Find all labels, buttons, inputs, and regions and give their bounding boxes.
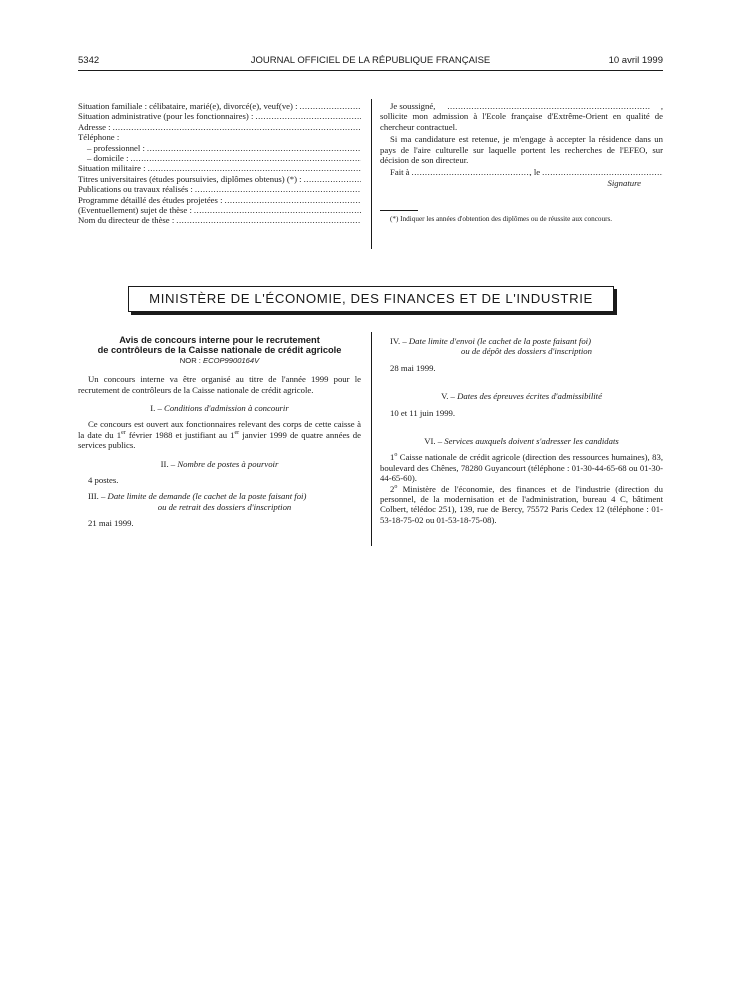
declaration-engagement: Si ma candidature est retenue, je m'engage à accepter la résidence dans un pays de l'aire culturelle sur laquelle portent les recherches de l'EFEO, sur décision de son directeur. xyxy=(380,134,663,166)
ministry-title: MINISTÈRE DE L'ÉCONOMIE, DES FINANCES ET DE L'INDUSTRIE xyxy=(128,286,614,312)
declaration-soussigne: Je soussigné, ..... , xyxy=(380,101,663,111)
section-3-text: 21 mai 1999. xyxy=(88,518,134,529)
form-fields xyxy=(78,101,361,226)
form-field-situation-militaire: Situation militaire : ..... xyxy=(78,163,361,173)
section-5-text: 10 et 11 juin 1999. xyxy=(390,407,456,418)
form-field-publications: Publications ou travaux réalisés : ..... xyxy=(78,184,361,194)
page-number: 5342 xyxy=(78,55,100,66)
section-6-item-2: 2$^o$ Ministère de l'économie, des finances et de l'industrie (direction du personnel, de la modernisation et de l'administration, bureau 4 C, bâtiment Colbert, télédoc 251), 139, rue de Bercy, 75572 Paris Cedex 12 (téléphone : 01-53-18-75-02 ou 01-53-18-75-08). xyxy=(380,483,663,525)
avis-right-column xyxy=(380,336,663,525)
nor-reference: NOR : ECOP9900164V xyxy=(179,355,260,365)
section-3-heading: III. – Date limite de demande (le cachet de la poste faisant foi) ou de retrait des dossiers d'inscription xyxy=(88,491,307,512)
avis-title-line2: de contrôleurs de la Caisse nationale de crédit agricole xyxy=(97,345,342,356)
header-rule xyxy=(78,70,663,71)
section-4-text: 28 mai 1999. xyxy=(390,362,436,373)
section-2-text: 4 postes. xyxy=(88,475,119,486)
section-4-heading: IV. – Date limite d'envoi (le cachet de la poste faisant foi) ou de dépôt des dossiers d'inscription xyxy=(390,336,592,357)
form-field-telephone-professionnel: – professionnel : ..... xyxy=(78,143,361,153)
journal-title: JOURNAL OFFICIEL DE LA RÉPUBLIQUE FRANÇAISE xyxy=(250,55,491,66)
form-field-situation-administrative: Situation administrative (pour les fonctionnaires) : ..... xyxy=(78,111,361,121)
declaration-admission: sollicite mon admission à l'Ecole française d'Extrême-Orient en qualité de chercheur contractuel. xyxy=(380,111,663,132)
footnote-rule xyxy=(380,210,418,211)
avis-intro: Un concours interne va être organisé au titre de l'année 1999 pour le recrutement de contrôleurs de la Caisse nationale de crédit agricole. xyxy=(78,374,361,395)
form-field-titres-universitaires: Titres universitaires (études poursuivies, diplômes obtenus) (*) : ..... xyxy=(78,174,361,184)
avis-title-line1: Avis de concours interne pour le recrutement xyxy=(119,335,320,345)
page-header xyxy=(78,55,663,69)
form-field-sujet-these: (Eventuellement) sujet de thèse : ..... xyxy=(78,205,361,215)
avis-left-column xyxy=(78,335,361,529)
form-field-situation-familiale: Situation familiale : célibataire, marié(e), divorcé(e), veuf(ve) : ..... xyxy=(78,101,361,111)
section-1-text: Ce concours est ouvert aux fonctionnaires relevant des corps de cette caisse à la date du 1er février 1988 et justifiant au 1er janvier 1999 de quatre années de services publics. xyxy=(78,419,361,451)
footnote: (*) Indiquer les années d'obtention des diplômes ou de réussite aux concours. xyxy=(390,215,613,224)
section-6-item-1: 1$^o$ Caisse nationale de crédit agricole (direction des ressources humaines), 83, boulevard des Chênes, 78280 Guyancourt (téléphone : 01-30-44-65-68 ou 01-30-44-65-60). xyxy=(380,452,663,484)
column-divider-bottom xyxy=(371,332,372,546)
section-1-heading: I. – Conditions d'admission à concourir xyxy=(150,403,289,414)
column-divider xyxy=(371,99,372,249)
form-field-programme: Programme détaillé des études projetées : ..... xyxy=(78,195,361,205)
declaration-fait-a: Fait à ..... , le ..... xyxy=(380,167,663,177)
form-declaration xyxy=(380,101,663,224)
signature-label: Signature xyxy=(607,177,641,188)
form-field-telephone-domicile: – domicile : ..... xyxy=(78,153,361,163)
form-field-adresse: Adresse : ..... xyxy=(78,122,361,132)
section-2-heading: II. – Nombre de postes à pourvoir xyxy=(160,458,279,469)
section-6-heading: VI. – Services auxquels doivent s'adresser les candidats xyxy=(424,436,619,447)
issue-date: 10 avril 1999 xyxy=(608,55,663,66)
form-field-telephone: Téléphone : xyxy=(78,132,120,143)
form-field-directeur-these: Nom du directeur de thèse : ..... xyxy=(78,215,361,225)
section-5-heading: V. – Dates des épreuves écrites d'admissibilité xyxy=(441,391,602,402)
